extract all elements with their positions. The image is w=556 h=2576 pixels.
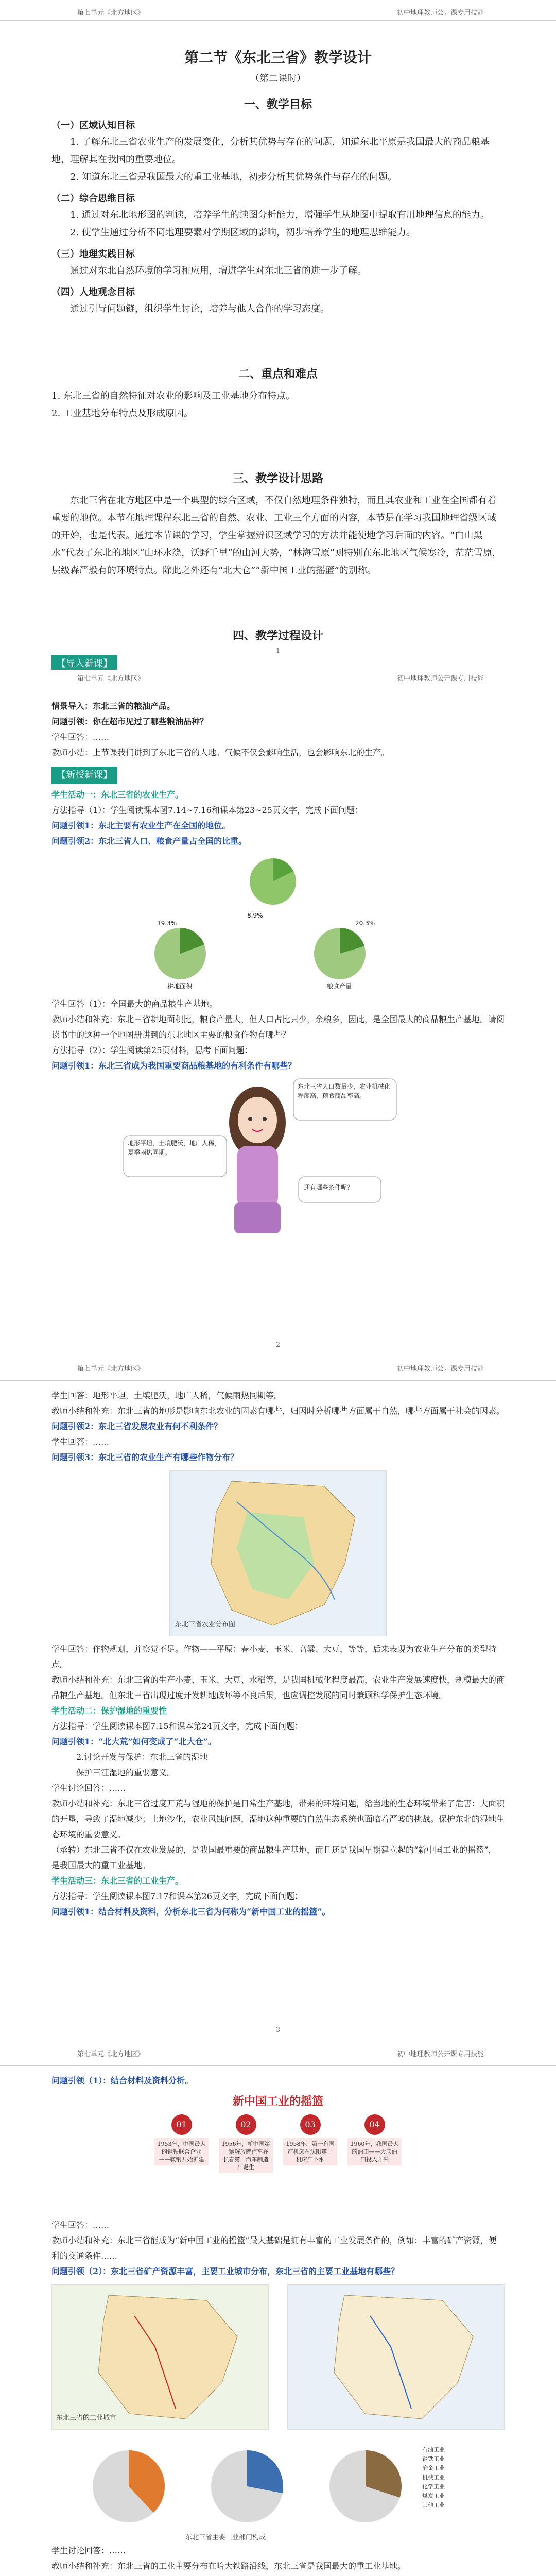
industry-pie-3 xyxy=(329,2450,402,2522)
header-right: 初中地理教师公开课专用技能 xyxy=(396,675,484,683)
header-right: 初中地理教师公开课专用技能 xyxy=(396,9,484,17)
page-2 xyxy=(0,670,556,1355)
question-4: 问题引领2：东北三省发展农业有何不利条件？ xyxy=(51,1421,222,1431)
question-9: 问题引领1：结合材料及资料，分析东北三省为何称为“新中国工业的摇篮”。 xyxy=(51,1907,331,1917)
intro-tag: 【导入新课】 xyxy=(51,655,117,671)
industry-map-caption: 东北三省的工业城市 xyxy=(56,2414,117,2422)
page-4 xyxy=(0,2045,556,2576)
goal-2-text-1: 1. 通过对东北地形图的判读，培养学生的读图分析能力，增强学生从地图中提取有用地理信息的能力。 xyxy=(70,210,490,221)
cradle-card-text: 1958年，第一台国产机床在沈阳第一机床厂下水 xyxy=(283,2138,337,2165)
goal-3-text: 通过对东北自然环境的学习和应用，增进学生对东北三省的进一步了解。 xyxy=(70,265,367,276)
teacher-supplement-6: 教师小结和补充：东北三省的工业主要分布在哈大铁路沿线，东北三省是我国最大的重工业基地。 xyxy=(51,2561,406,2571)
goal-2-heading: （二）综合思维目标 xyxy=(51,193,135,204)
method-3: 方法指导：学生阅读课本图7.15和课本第24页文字，完成下面问题： xyxy=(51,1721,303,1731)
page-3 xyxy=(0,1360,556,2040)
page-number: 1 xyxy=(275,647,281,655)
answer-1: 学生回答（1）：全国最大的商品粮生产基地。 xyxy=(51,999,218,1009)
answer-3: 学生回答：地形平坦，土壤肥沃，地广人稀，气候雨热同期等。 xyxy=(51,1391,283,1400)
industry-pie-2 xyxy=(211,2450,283,2522)
page-header xyxy=(0,1360,556,1381)
pie-1-title: 8.9% xyxy=(247,912,263,919)
teacher-supplement-4: 教师小结和补充：东北三省过度开荒与湿地的保护是日常生产基地，带来的环境问题，给当地的生态环境带来了危害：大面积的开垦，导致了湿地减少；土地沙化，农业风蚀问题，湿地这种重要的自然生态系统也面临着严峻的挑战。保护东北的湿地生态环境的重要意义。 xyxy=(51,1799,505,1839)
answer-13: 学生讨论回答：…… xyxy=(51,2546,126,2555)
cradle-card-num: 02 xyxy=(236,2114,256,2135)
answer-5: 学生回答：…… xyxy=(51,1437,110,1447)
pie-legend xyxy=(422,2445,445,2510)
header-left: 第七单元《北方地区》 xyxy=(77,675,145,683)
page-header xyxy=(0,2045,556,2066)
pie-chart-title: 东北三省主要工业部门构成 xyxy=(185,2534,266,2541)
legend-item: 化学工业 xyxy=(422,2483,445,2490)
header-right: 初中地理教师公开课专用技能 xyxy=(396,1365,484,1373)
pie-3-label: 20.3% xyxy=(355,920,375,927)
activity-3: 学生活动三：东北三省的工业生产。 xyxy=(51,1876,184,1886)
industry-map-1 xyxy=(51,2284,269,2430)
cartoon-girl xyxy=(51,1074,505,1244)
industry-map-2 xyxy=(287,2284,505,2430)
method-2: 方法指导（2）：学生阅读第25页材料，思考下面问题： xyxy=(51,1045,253,1055)
legend-item: 钢铁工业 xyxy=(422,2455,445,2462)
cartoon-illustration xyxy=(51,1074,505,1244)
cradle-card-text: 1960年，我国最大的油田——大庆油田投入开采 xyxy=(348,2138,402,2165)
agriculture-map xyxy=(169,1470,387,1636)
answer-6: 学生回答：作物规划，并察觉不足。作物——平原：春小麦、玉米、高粱、大豆，等等，后来表现为农业生产分布的类型特点。 xyxy=(51,1644,497,1669)
agri-map-caption: 东北三省农业分布图 xyxy=(175,1621,236,1629)
cradle-card xyxy=(154,2114,208,2173)
page-header xyxy=(0,670,556,690)
teacher-summary: 教师小结：上节课我们讲到了东北三省的人地。气候不仅会影响生活，也会影响东北的生产。 xyxy=(51,748,390,757)
goal-1-text-1: 1. 了解东北三省农业生产的发展变化，分析其优势与存在的问题，知道东北平原是我国最大的商品粮基地，理解其在我国的重要地位。 xyxy=(51,137,490,165)
section-3-heading: 三、教学设计思路 xyxy=(232,472,323,485)
question-10: 问题引领（1）：结合材料及资料分析。 xyxy=(51,2076,194,2086)
industry-cradle-infographic xyxy=(154,2094,402,2212)
question-7: 2.讨论开发与保护：东北三省的湿地 xyxy=(76,1752,208,1762)
page-header xyxy=(0,0,556,21)
girl-skirt xyxy=(234,1202,281,1233)
section-4-heading: 四、教学过程设计 xyxy=(232,629,323,642)
question-2: 问题引领2：东北三省人口、粮食产量占全国的比重。 xyxy=(51,836,247,846)
goal-3-heading: （三）地理实践目标 xyxy=(51,249,135,260)
bubble-3: 还有哪些条件呢？ xyxy=(304,1184,354,1191)
method-4: 方法指导：学生阅读课本图7.17和课本第26页文字，完成下面问题： xyxy=(51,1891,303,1901)
question-11: 问题引领（2）：东北三省矿产资源丰富，主要工业城市分布，东北三省的主要工业基地有哪些？ xyxy=(51,2266,399,2276)
pie-chart-2 xyxy=(154,928,206,979)
header-right: 初中地理教师公开课专用技能 xyxy=(396,2050,484,2058)
pie-chart-3 xyxy=(314,928,366,979)
question-5: 问题引领3：东北三省的农业生产有哪些作物分布？ xyxy=(51,1452,239,1462)
header-left: 第七单元《北方地区》 xyxy=(77,9,145,17)
answer-8: 学生讨论回答：…… xyxy=(51,1783,126,1793)
teacher-supplement-5: 教师小结和补充：东北三省能成为“新中国工业的摇篮”最大基础是拥有丰富的工业发展条件的，例如：丰富的矿产资源，便利的交通条件…… xyxy=(51,2235,497,2261)
industry-map-2-svg xyxy=(288,2285,504,2429)
goal-2-text-2: 2. 使学生通过分析不同地理要素对学期区域的影响，初步培养学生的地理思维能力。 xyxy=(70,227,415,238)
section-2-heading: 二、重点和难点 xyxy=(238,367,318,381)
girl-body xyxy=(237,1146,278,1208)
legend-item: 其他工业 xyxy=(422,2502,445,2509)
question-6: 问题引领1：“北大荒”如何变成了“北大仓”。 xyxy=(51,1737,216,1747)
pie-3-title: 粮食产量 xyxy=(327,982,352,990)
girl-eye-right xyxy=(263,1117,267,1121)
bubble-2: 地形平坦，土壤肥沃，地广人稀，夏季雨热同期。 xyxy=(128,1140,221,1156)
pie-chart-1 xyxy=(250,858,296,905)
question-lead: 问题引领：你在超市见过了哪些粮油品种？ xyxy=(51,717,208,726)
goal-1-text-2: 2. 知道东北三省是我国最大的重工业基地，初步分析其优势条件与存在的问题。 xyxy=(70,172,397,182)
question-12 xyxy=(51,2574,505,2576)
cradle-title: 新中国工业的摇篮 xyxy=(232,2095,323,2108)
pie-2-title: 耕地面积 xyxy=(167,982,193,990)
industry-pie-1 xyxy=(93,2450,165,2522)
question-3: 问题引领1：东北三省成为我国重要商品粮基地的有利条件有哪些？ xyxy=(51,1061,297,1071)
teacher-supplement-2: 教师小结和补充：东北三省的地形是影响东北农业的因素有哪些，归因时分析哪些方面属于自然，哪些方面属于社会的因素。 xyxy=(51,1406,505,1416)
activity-1: 学生活动一：东北三省的农业生产。 xyxy=(51,790,184,800)
page-number: 3 xyxy=(275,2026,281,2034)
legend-item: 冶金工业 xyxy=(422,2465,445,2471)
pie-charts-svg xyxy=(51,853,505,992)
cradle-card-num: 01 xyxy=(171,2114,192,2135)
activity-2: 学生活动二：保护湿地的重要性 xyxy=(51,1706,167,1716)
page-number: 2 xyxy=(275,1341,281,1349)
header-left: 第七单元《北方地区》 xyxy=(77,2050,145,2058)
teacher-supplement-3: 教师小结和补充：东北三省的生产小麦、玉米、大豆、水稻等，是我国机械化程度最高，农业生产发展速度快，规模最大的商品粮生产基地。但东北三省出现过度开发耕地破坏等不良后果，也应调控发展的同时兼顾科学保护生态环境。 xyxy=(51,1675,505,1700)
industry-map-1-svg xyxy=(52,2285,268,2429)
answer-11: 学生回答：…… xyxy=(51,2220,110,2230)
header-left: 第七单元《北方地区》 xyxy=(77,1365,145,1373)
subtitle: （第二课时） xyxy=(250,73,306,84)
question-8: 保护三江湿地的重要意义。 xyxy=(76,1768,176,1777)
keypoint-1: 1. 东北三省的自然特征对农业的影响及工业基地分布特点。 xyxy=(51,391,295,401)
method-1: 方法指导（1）：学生阅读课本图7.14~7.16和课本第23~25页文字，完成下面问题： xyxy=(51,805,363,815)
keypoint-2: 2. 工业基地分布特点及形成原因。 xyxy=(51,408,193,419)
cradle-card-num: 03 xyxy=(300,2114,321,2135)
legend-item: 石油工业 xyxy=(422,2446,445,2453)
girl-face xyxy=(238,1097,277,1143)
industry-region-1 xyxy=(98,2295,237,2419)
cradle-card xyxy=(219,2114,273,2173)
section-1-heading: 一、教学目标 xyxy=(244,98,312,111)
scene-intro: 情景导入：东北三省的粮油产品。 xyxy=(51,701,176,711)
legend-item: 机械工业 xyxy=(422,2474,445,2481)
goal-4-text: 通过引导问题链，组织学生讨论，培养与他人合作的学习态度。 xyxy=(70,303,329,314)
transition: （承转）东北三省不仅在农业发展的，是我国最重要的商品粮生产基地，而且还是我国早期建立起的“新中国工业的摇篮”，是我国最大的重工业基地。 xyxy=(51,1845,497,1870)
girl-eye-left xyxy=(248,1117,252,1121)
cradle-card-text: 1956年，新中国第一辆解放牌汽车在长春第一汽车制造厂诞生 xyxy=(219,2138,273,2173)
new-lesson-tag: 【新授新课】 xyxy=(51,767,117,784)
industry-region-2 xyxy=(334,2295,473,2419)
cradle-card xyxy=(283,2114,337,2173)
pie-2-label: 19.3% xyxy=(157,920,177,927)
page-title: 第二节《东北三省》教学设计 xyxy=(184,49,372,66)
cradle-card xyxy=(348,2114,402,2173)
design-idea-text: 东北三省在北方地区中是一个典型的综合区域，不仅自然地理条件独特，而且其农业和工业在全国都有着重要的地位。本节在地理课程东北三省的自然、农业、工业三个方面的内容，本节是在学习我国地理省级区域的开始，也是代表。通过本节课的学习，学生掌握辨识区域学习的方法并能使地学习后面的内容。“白山黑水”代表了东北的地区“山环水绕，沃野千里”的山河大势，“林海雪原”则特别在东北地区气候寒冷，茫茫雪原，层级森严般有的环境特点。除此之外还有“北大仓”“新中国工业的摇篮”的别称。 xyxy=(51,495,502,576)
question-1: 问题引领1：东北主要有农业生产在全国的地位。 xyxy=(51,821,231,831)
goal-4-heading: （四）人地观念目标 xyxy=(51,287,135,298)
cradle-card-num: 04 xyxy=(364,2114,385,2135)
goal-1-heading: （一）区域认知目标 xyxy=(51,120,135,131)
ind-pie-2-slice xyxy=(247,2450,283,2493)
teacher-supplement-1: 教师小结和补充：东北三省耕地面积比，粮食产量大，但人口占比只少，余粮多，因此，是全国最大的商品粮生产基地。请阅读书中的这种一个地图册讲到的东北地区主要的粮食作物有哪些？ xyxy=(51,1014,505,1040)
industry-pie-charts xyxy=(51,2435,505,2543)
cradle-card-text: 1953年，中国最大的钢铁联合企业——鞍钢开始扩建 xyxy=(154,2138,208,2165)
population-grain-charts xyxy=(51,853,505,992)
page-1 xyxy=(0,0,556,669)
legend-item: 煤炭工业 xyxy=(422,2493,445,2499)
agri-map-svg xyxy=(170,1471,386,1636)
student-answer: 学生回答：…… xyxy=(51,732,110,742)
industry-maps xyxy=(51,2284,505,2430)
bubble-1: 东北三省人口数量少，农业机械化程度高，粮食商品率高。 xyxy=(298,1083,391,1099)
